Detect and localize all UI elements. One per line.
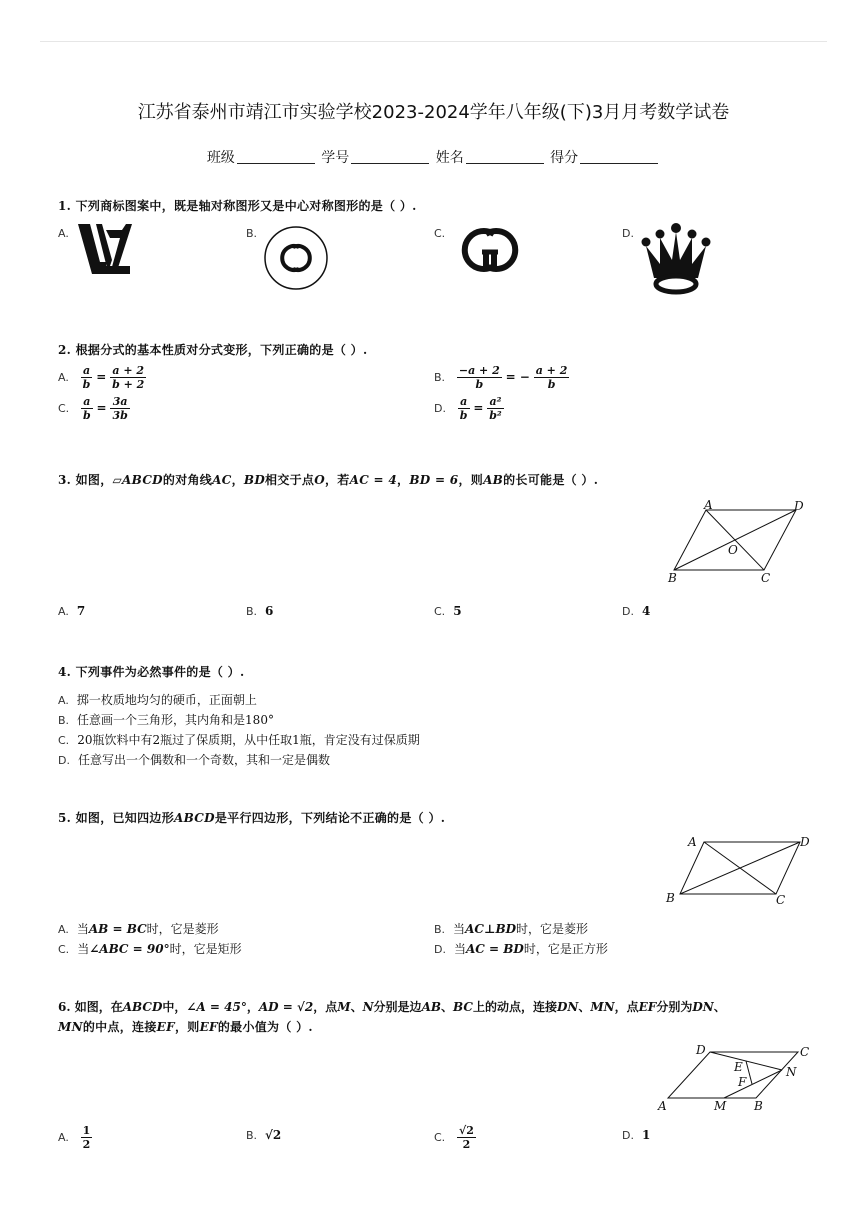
page-title: 江苏省泰州市靖江市实验学校2023-2024学年八年级(下)3月月考数学试卷: [137, 102, 730, 123]
option-math: AC = BD: [465, 942, 524, 956]
q3-option-c: [434, 604, 462, 618]
fraction-numerator: a + 2: [110, 364, 146, 378]
q3-option-d: [622, 604, 650, 618]
option-text: 当: [76, 922, 89, 936]
option-value: 6: [265, 604, 274, 618]
fraction-denominator: 2: [82, 1138, 91, 1151]
fraction-denominator: b: [475, 378, 484, 391]
stem-math: AC: [212, 473, 232, 487]
fraction-denominator: b: [83, 409, 91, 422]
stem-text: 、: [578, 1000, 591, 1014]
q1-option-c: [434, 226, 453, 240]
stem-math: AC = 4: [349, 473, 398, 487]
option-text: 时，它是正方形: [523, 942, 608, 956]
option-text: 任意写出一个偶数和一个奇数，其和一定是偶数: [77, 753, 330, 767]
fraction-numerator: a + 2: [535, 364, 568, 377]
option-label: C.: [434, 1131, 446, 1144]
stem-math: DN: [556, 1000, 579, 1014]
option-text: 当: [453, 942, 466, 956]
label-d: D: [696, 1043, 706, 1057]
option-label: B.: [434, 923, 446, 936]
fraction-numerator: 3a: [110, 395, 129, 409]
label-b: B: [668, 571, 677, 585]
stem-text: 分别是边: [373, 1000, 422, 1014]
label-f: F: [738, 1075, 747, 1089]
stem-text: ，点: [313, 1000, 338, 1014]
option-label: C.: [434, 227, 446, 240]
label-d: D: [794, 499, 804, 513]
stem-math: ∠A = 45°: [186, 1000, 247, 1014]
option-text: 掷一枚质地均匀的硬币，正面朝上: [76, 693, 257, 707]
fraction: [457, 364, 502, 391]
fraction: [81, 364, 93, 391]
q3-parallelogram-figure: [664, 498, 812, 588]
option-math: AC⊥BD: [465, 922, 516, 936]
stem-math: MN: [590, 1000, 615, 1014]
stem-text: 、: [441, 1000, 454, 1014]
fraction: [457, 1124, 476, 1151]
fraction: [81, 395, 93, 422]
q4-option-b: [58, 711, 274, 728]
q6-option-b: [246, 1128, 281, 1142]
stem-math: AB: [483, 473, 504, 487]
option-label: D.: [434, 943, 446, 956]
stem-math: ABCD: [122, 1000, 163, 1014]
fraction: [534, 364, 570, 391]
option-label: B.: [434, 371, 446, 384]
q3-option-b: [246, 604, 273, 618]
q6-option-d: [622, 1128, 650, 1142]
top-divider: [40, 41, 827, 42]
fraction: [110, 395, 129, 422]
option-label: C.: [434, 605, 446, 618]
fraction-denominator: b: [547, 378, 556, 391]
score-blank: [580, 149, 658, 164]
stem-math: O: [314, 473, 325, 487]
option-label: C.: [58, 402, 70, 415]
student-info-line: [0, 147, 867, 167]
stem-text: 3. 如图，▱: [58, 473, 123, 487]
lv-logo-icon: [76, 222, 136, 280]
question-3-stem: [58, 471, 598, 488]
label-m: M: [714, 1099, 727, 1113]
fraction: [458, 395, 470, 422]
stem-text: 是平行四边形，下列结论不正确的是（ ）.: [214, 811, 446, 825]
q1-option-d: [622, 226, 642, 240]
q2-option-b: [434, 364, 569, 391]
stem-text: ，: [231, 473, 244, 487]
stem-math: MN: [58, 1020, 83, 1034]
label-o: O: [728, 543, 738, 557]
stem-text: 中，: [162, 1000, 187, 1014]
cc-logo-icon: [263, 225, 329, 291]
q4-option-d: [58, 751, 330, 768]
stem-text: 的长可能是（ ）.: [503, 473, 599, 487]
option-label: A.: [58, 227, 69, 240]
fraction-denominator: 2: [462, 1138, 471, 1151]
option-math: AB = BC: [88, 922, 147, 936]
option-text: 当: [77, 942, 90, 956]
option-text: 时，它是菱形: [516, 922, 589, 936]
number-blank: [351, 149, 429, 164]
fraction-numerator: a: [458, 395, 470, 409]
q3-option-a: [58, 604, 85, 618]
label-e: E: [734, 1060, 743, 1074]
option-label: A.: [58, 923, 69, 936]
equals-sign: =: [473, 401, 484, 415]
stem-text: 6. 如图，在: [58, 1000, 123, 1014]
label-a: A: [688, 835, 697, 849]
option-math: ∠ABC = 90°: [89, 942, 170, 956]
stem-text: 、: [350, 1000, 363, 1014]
fraction-numerator: a²: [487, 395, 504, 409]
fraction: [487, 395, 504, 422]
label-n: N: [786, 1065, 797, 1079]
fraction-numerator: 1: [82, 1124, 91, 1137]
fraction-numerator: √2: [459, 1124, 474, 1137]
score-label: 得分: [550, 150, 579, 166]
option-value: 4: [641, 604, 651, 618]
option-label: A.: [58, 694, 69, 707]
q4-option-a: [58, 691, 257, 708]
option-value: 5: [453, 604, 462, 618]
stem-math: EF: [638, 1000, 657, 1014]
stem-text: ，若: [325, 473, 350, 487]
stem-text: ，: [397, 473, 410, 487]
option-text: 时，它是矩形: [169, 942, 242, 956]
q6-option-a: [58, 1124, 92, 1151]
stem-text: 的对角线: [162, 473, 213, 487]
label-b: B: [754, 1099, 763, 1113]
option-label: B.: [246, 1129, 258, 1142]
option-label: A.: [58, 1131, 69, 1144]
label-c: C: [800, 1045, 810, 1059]
stem-text: 相交于点: [265, 473, 315, 487]
fraction-denominator: 3b: [112, 409, 128, 422]
equals-sign: =: [96, 370, 107, 384]
number-label: 学号: [321, 150, 350, 166]
option-label: C.: [58, 734, 70, 747]
fraction-denominator: b²: [489, 409, 502, 422]
option-label: D.: [58, 754, 70, 767]
stem-text: 、: [713, 1000, 726, 1014]
option-label: B.: [58, 714, 70, 727]
option-label: C.: [58, 943, 70, 956]
q5-option-d: [434, 940, 608, 957]
fraction-denominator: b: [459, 409, 468, 422]
stem-text: 的中点，连接: [82, 1020, 157, 1034]
option-text: 20瓶饮料中有2瓶过了保质期，从中任取1瓶，肯定没有过保质期: [77, 733, 420, 747]
fraction-numerator: −a + 2: [458, 364, 500, 377]
stem-math: EF: [199, 1020, 218, 1034]
option-text: 任意画一个三角形，其内角和是180°: [77, 713, 274, 727]
fraction: [110, 364, 146, 391]
q6-parallelogram-figure: [652, 1040, 814, 1118]
stem-math: AB: [421, 1000, 442, 1014]
stem-text: 上的动点，连接: [472, 1000, 557, 1014]
option-label: D.: [622, 605, 634, 618]
fraction-numerator: a: [81, 395, 93, 409]
option-label: B.: [246, 227, 258, 240]
gg-logo-icon: [452, 224, 528, 276]
question-2-stem: 2. 根据分式的基本性质对分式变形，下列正确的是（ ）.: [58, 343, 368, 357]
stem-math: EF: [156, 1020, 175, 1034]
option-value: 1: [641, 1128, 651, 1142]
stem-math: ABCD: [122, 473, 163, 487]
class-blank: [237, 149, 315, 164]
stem-math: BC: [453, 1000, 473, 1014]
label-b: B: [666, 891, 675, 905]
class-label: 班级: [206, 150, 235, 166]
fraction: [81, 1124, 93, 1151]
q2-option-c: [58, 395, 130, 422]
question-6-stem-line-2: [58, 1018, 313, 1035]
stem-text: 的最小值为（ ）.: [217, 1020, 313, 1034]
fraction-denominator: b: [82, 378, 91, 391]
q5-option-a: [58, 920, 219, 937]
label-c: C: [761, 571, 771, 585]
option-label: D.: [622, 1129, 634, 1142]
label-a: A: [704, 498, 713, 512]
q1-option-a: [58, 226, 77, 240]
option-value: 7: [76, 604, 86, 618]
crown-logo-icon: [640, 220, 712, 298]
stem-math: BD: [243, 473, 266, 487]
label-a: A: [658, 1099, 667, 1113]
fraction-denominator: b + 2: [112, 378, 145, 391]
option-label: B.: [246, 605, 258, 618]
q5-option-b: [434, 920, 588, 937]
q2-option-d: [434, 395, 504, 422]
stem-math: N: [362, 1000, 374, 1014]
option-label: A.: [58, 371, 69, 384]
q5-parallelogram-figure: [664, 832, 814, 910]
equals-sign: = −: [505, 370, 530, 384]
equals-sign: =: [96, 401, 107, 415]
stem-math: M: [337, 1000, 351, 1014]
q4-option-c: [58, 731, 420, 748]
fraction-numerator: a: [81, 364, 93, 378]
name-label: 姓名: [435, 150, 464, 166]
option-label: D.: [434, 402, 446, 415]
question-1-stem: 1. 下列商标图案中，既是轴对称图形又是中心对称图形的是（ ）.: [58, 199, 417, 213]
option-text: 时，它是菱形: [146, 922, 219, 936]
q5-option-c: [58, 940, 242, 957]
stem-math: AD = √2: [258, 1000, 314, 1014]
option-text: 当: [453, 922, 466, 936]
label-d: D: [800, 835, 810, 849]
option-label: D.: [622, 227, 634, 240]
stem-text: ，则: [458, 473, 484, 487]
question-5-stem: [58, 809, 445, 826]
label-c: C: [776, 893, 786, 907]
option-label: A.: [58, 605, 69, 618]
option-value: √2: [265, 1128, 282, 1142]
stem-math: BD = 6: [409, 473, 459, 487]
q6-option-c: [434, 1124, 476, 1151]
q2-option-a: [58, 364, 146, 391]
stem-math: DN: [692, 1000, 714, 1014]
stem-math: ABCD: [174, 811, 215, 825]
stem-text: 分别为: [656, 1000, 693, 1014]
name-blank: [466, 149, 544, 164]
stem-text: ，: [246, 1000, 259, 1014]
stem-text: ，则: [174, 1020, 200, 1034]
question-6-stem-line-1: [58, 998, 726, 1015]
question-4-stem: 4. 下列事件为必然事件的是（ ）.: [58, 665, 245, 679]
stem-text: ，点: [614, 1000, 639, 1014]
stem-text: 5. 如图，已知四边形: [58, 811, 175, 825]
